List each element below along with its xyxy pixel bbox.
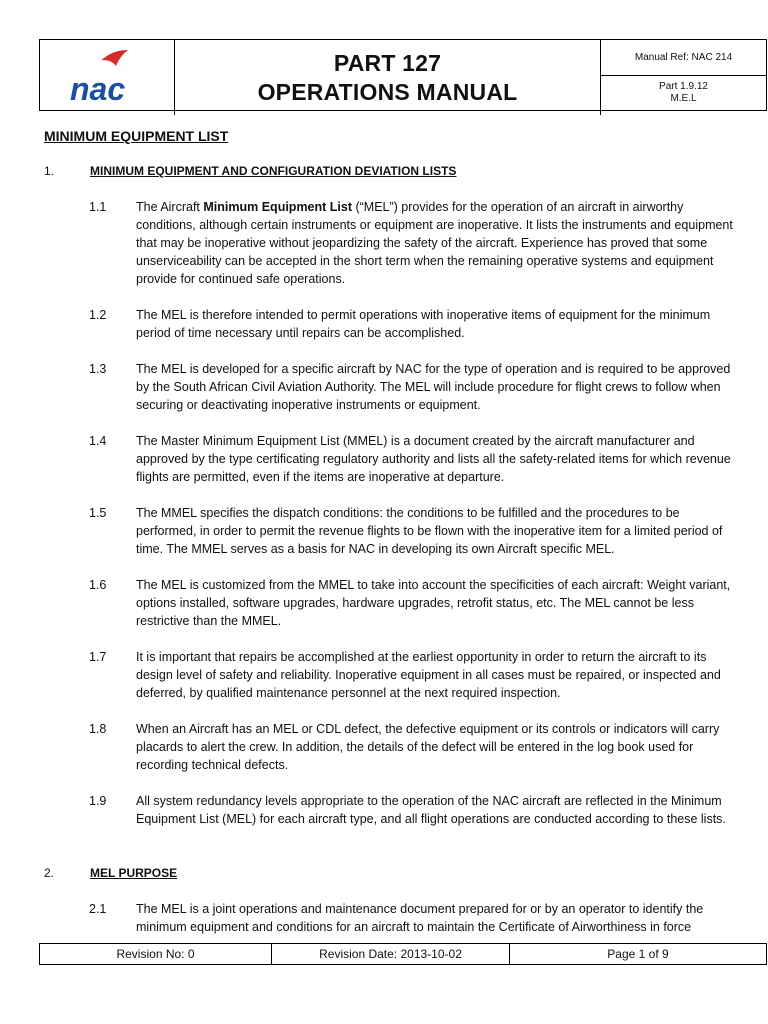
svg-text:nac: nac bbox=[70, 71, 126, 107]
paragraph-text: All system redundancy levels appropriate to the operation of the NAC aircraft are reflected in the Minimum Equipment List (MEL) for each aircraft type, and all flight operations are conducted according to these lists. bbox=[136, 794, 726, 826]
part-subtitle: M.E.L bbox=[670, 93, 697, 104]
logo-cell bbox=[40, 40, 175, 115]
section-heading-text: MEL PURPOSE bbox=[90, 866, 178, 880]
part-number: Part 1.9.12 bbox=[659, 81, 708, 92]
document-header bbox=[39, 39, 767, 111]
revision-number: Revision No: 0 bbox=[116, 947, 195, 961]
title-line-2: OPERATIONS MANUAL bbox=[257, 78, 518, 105]
paragraph-text: The MEL is customized from the MMEL to take into account the specificities of each aircraft: Weight variant, options installed, software upgrades, hardware upgrades, retrofit status, etc. The MEL cannot be less restrictive than the MMEL. bbox=[136, 578, 731, 628]
paragraph-number: 1.2 bbox=[89, 308, 107, 322]
section-number: 1. bbox=[44, 164, 55, 178]
manual-ref: Manual Ref: NAC 214 bbox=[601, 40, 766, 76]
page-number: Page 1 of 9 bbox=[509, 944, 766, 964]
part-ref bbox=[601, 76, 766, 115]
paragraph-text: The MEL is developed for a specific aircraft by NAC for the type of operation and is required to be approved by the South African Civil Aviation Authority. The MEL will include procedure for flight crews to follow when securing or deactivating inoperative instruments or equipment. bbox=[136, 362, 731, 412]
paragraph-number: 1.5 bbox=[89, 506, 107, 520]
section-title: MINIMUM EQUIPMENT LIST bbox=[44, 128, 229, 144]
paragraph-number: 1.8 bbox=[89, 722, 107, 736]
paragraph-number: 1.9 bbox=[89, 794, 107, 808]
reference-cell bbox=[601, 40, 766, 115]
paragraph-number: 2.1 bbox=[89, 902, 107, 916]
paragraph-text: When an Aircraft has an MEL or CDL defect, the defective equipment or its controls or indicators will carry placards to alert the crew. In addition, the details of the defect will be entered in the log book used for recording technical defects. bbox=[136, 722, 720, 772]
paragraph-text: It is important that repairs be accomplished at the earliest opportunity in order to return the aircraft to its design level of safety and reliability. Inoperative equipment in all cases must be repaired, or inspected and deferred, by qualified maintenance personnel at the next required inspection. bbox=[136, 650, 721, 700]
paragraph-text: The Aircraft Minimum Equipment List (“MEL”) provides for the operation of an aircraft in airworthy conditions, although certain instruments or equipment are inoperative. It lists the instruments and equipment that may be inoperative without jeopardizing the safety of the aircraft. Experience has proved that some unserviceability can be accepted in the short term when the remaining operative systems and equipment provide for continued safe operations. bbox=[136, 200, 733, 286]
section-heading-text: MINIMUM EQUIPMENT AND CONFIGURATION DEVIATION LISTS bbox=[90, 164, 457, 178]
title-line-1: PART 127 bbox=[333, 49, 442, 76]
paragraph-number: 1.1 bbox=[89, 200, 107, 214]
document-footer bbox=[39, 943, 767, 965]
paragraph-text: The MEL is a joint operations and maintenance document prepared for or by an operator to identify the minimum equipment and conditions for an aircraft to maintain the Certificate of Airworthiness in force bbox=[136, 902, 704, 934]
nac-logo bbox=[40, 40, 175, 110]
paragraph-number: 1.3 bbox=[89, 362, 107, 376]
paragraph-text: The Master Minimum Equipment List (MMEL) is a document created by the aircraft manufacturer and approved by the type certificating regulatory authority and lists all the safety-related items for which revenue flights are permitted, even if the items are inoperative at departure. bbox=[136, 434, 731, 484]
paragraph-number: 1.7 bbox=[89, 650, 107, 664]
paragraph-text: The MEL is therefore intended to permit operations with inoperative items of equipment for the minimum period of time necessary until repairs can be accomplished. bbox=[136, 308, 711, 340]
revision-date: Revision Date: 2013-10-02 bbox=[271, 944, 509, 964]
paragraph-number: 1.6 bbox=[89, 578, 107, 592]
paragraph-number: 1.4 bbox=[89, 434, 107, 448]
section-number: 2. bbox=[44, 866, 55, 880]
manual-title bbox=[175, 40, 601, 115]
paragraph-text: The MMEL specifies the dispatch conditions: the conditions to be fulfilled and the procedures to be performed, in order to permit the revenue flights to be flown with the inoperative item for a limited period of time. The MMEL serves as a basis for NAC in developing its own Aircraft specific MEL. bbox=[136, 506, 723, 556]
